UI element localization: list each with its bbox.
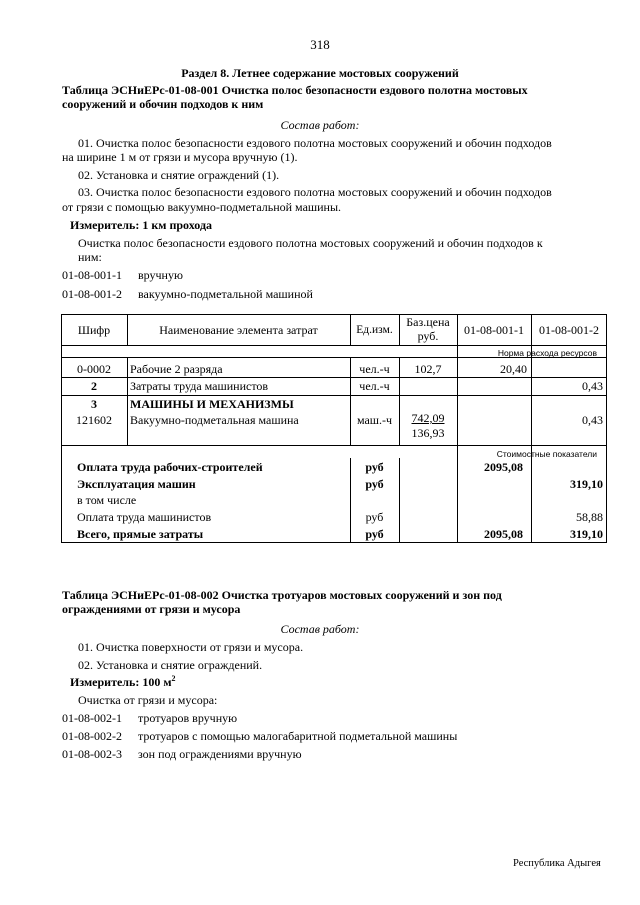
- table2-title-line2: ограждениями от грязи и мусора: [62, 602, 241, 616]
- header-unit: Ед.изм.: [356, 324, 393, 336]
- section-title: Раздел 8. Летнее содержание мостовых сооружений: [181, 66, 459, 80]
- measure: Измеритель: 1 км прохода: [70, 218, 213, 232]
- row-code: 0-0002: [77, 362, 111, 376]
- row-name: Затраты труда машинистов: [130, 379, 269, 393]
- header-col2: 01-08-001-2: [539, 323, 599, 337]
- table-border: [61, 314, 607, 315]
- header-code: Шифр: [77, 323, 111, 337]
- row-name: МАШИНЫ И МЕХАНИЗМЫ: [130, 397, 294, 411]
- work-2: 02. Установка и снятие ограждений.: [78, 658, 263, 672]
- variant-code: 01-08-002-2: [62, 729, 122, 743]
- row-code: 121602: [76, 413, 112, 427]
- cost-row-name: в том числе: [77, 493, 137, 507]
- work-1-line2: на ширине 1 м от грязи и мусора вручную (1).: [62, 150, 298, 164]
- cost-row-unit: руб: [365, 477, 384, 491]
- cost-row-unit: руб: [365, 527, 384, 541]
- page-number: 318: [310, 37, 330, 52]
- row-price: 742,09: [411, 411, 445, 425]
- variant-text: зон под ограждениями вручную: [138, 747, 302, 761]
- cost-row-value-col1: 2095,08: [484, 527, 523, 541]
- work-1-line1: 01. Очистка полос безопасности ездового полотна мостовых сооружений и обочин подходов: [78, 136, 552, 150]
- work-1: 01. Очистка поверхности от грязи и мусора.: [78, 640, 304, 654]
- variant-text: тротуаров вручную: [138, 711, 238, 725]
- row-name: Рабочие 2 разряда: [130, 362, 223, 376]
- measure: [70, 675, 176, 689]
- variant-code: 01-08-001-1: [62, 268, 122, 282]
- cost-row-name: Оплата труда рабочих-строителей: [77, 460, 263, 474]
- works-heading: Состав работ:: [280, 118, 360, 132]
- work-3-line2: от грязи с помощью вакуумно-подметальной машины.: [62, 200, 342, 214]
- variant-code: 01-08-002-1: [62, 711, 122, 725]
- row-unit: маш.-ч: [356, 413, 393, 427]
- cost-row-unit: руб: [365, 510, 384, 524]
- cost-row-value-col2: 319,10: [570, 477, 603, 491]
- table-border: [61, 445, 607, 446]
- header-price-line1: Баз.цена: [406, 315, 450, 329]
- table1-title-line2: сооружений и обочин подходов к ним: [62, 97, 264, 111]
- row-name: Вакуумно-подметальная машина: [130, 413, 299, 427]
- cost-row-unit: руб: [365, 460, 384, 474]
- row-value-col2: 0,43: [582, 413, 603, 427]
- header-name: Наименование элемента затрат: [159, 323, 318, 337]
- row-value-col1: 20,40: [500, 362, 527, 376]
- table1-title-line1: Таблица ЭСНиЕРс-01-08-001 Очистка полос безопасности ездового полотна мостовых: [62, 83, 528, 97]
- cost-row-name: Оплата труда машинистов: [77, 510, 212, 524]
- resource-table: [61, 314, 607, 543]
- work-3-line1: 03. Очистка полос безопасности ездового полотна мостовых сооружений и обочин подходов: [78, 185, 552, 199]
- table-border: [61, 314, 62, 542]
- cost-caption: Стоимостные показатели: [496, 449, 597, 459]
- measure-superscript: 2: [171, 674, 176, 683]
- row-code: 2: [91, 379, 97, 393]
- variant-text: вручную: [138, 268, 183, 282]
- row-code: 3: [91, 397, 97, 411]
- variant-code: 01-08-001-2: [62, 287, 122, 301]
- cost-row-value-col2: 319,10: [570, 527, 603, 541]
- table2-title-line1: Таблица ЭСНиЕРс-01-08-002 Очистка тротуаров мостовых сооружений и зон под: [62, 588, 502, 602]
- cost-row-value-col2: 58,88: [576, 510, 603, 524]
- footer-region: Республика Адыгея: [513, 858, 601, 869]
- works-heading: Состав работ:: [280, 622, 360, 636]
- cost-row-name: Всего, прямые затраты: [77, 527, 204, 541]
- row-unit: чел.-ч: [359, 379, 390, 393]
- header-price-line2: руб.: [417, 329, 439, 343]
- table-border: [399, 458, 400, 542]
- cost-row-value-col1: 2095,08: [484, 460, 523, 474]
- variant-code: 01-08-002-3: [62, 747, 122, 761]
- header-col1: 01-08-001-1: [464, 323, 524, 337]
- table-border: [606, 314, 607, 542]
- table-border: [61, 377, 607, 378]
- measure-text: Измеритель: 100 м: [70, 675, 172, 689]
- description-line1: Очистка полос безопасности ездового полотна мостовых сооружений и обочин подходов к: [78, 236, 543, 250]
- variant-text: вакуумно-подметальной машиной: [138, 287, 313, 301]
- table-border: [61, 542, 607, 543]
- norm-caption: Норма расхода ресурсов: [497, 348, 597, 358]
- row-price-secondary: 136,93: [411, 426, 445, 440]
- table-border: [61, 395, 607, 396]
- row-price: 102,7: [414, 362, 442, 376]
- description-line2: ним:: [78, 250, 102, 264]
- table-border: [127, 357, 128, 445]
- variant-text: тротуаров с помощью малогабаритной подметальной машины: [138, 729, 458, 743]
- work-2: 02. Установка и снятие ограждений (1).: [78, 168, 280, 182]
- description: Очистка от грязи и мусора:: [78, 693, 218, 707]
- row-unit: чел.-ч: [359, 362, 390, 376]
- cost-row-name: Эксплуатация машин: [77, 477, 196, 491]
- row-value-col2: 0,43: [582, 379, 603, 393]
